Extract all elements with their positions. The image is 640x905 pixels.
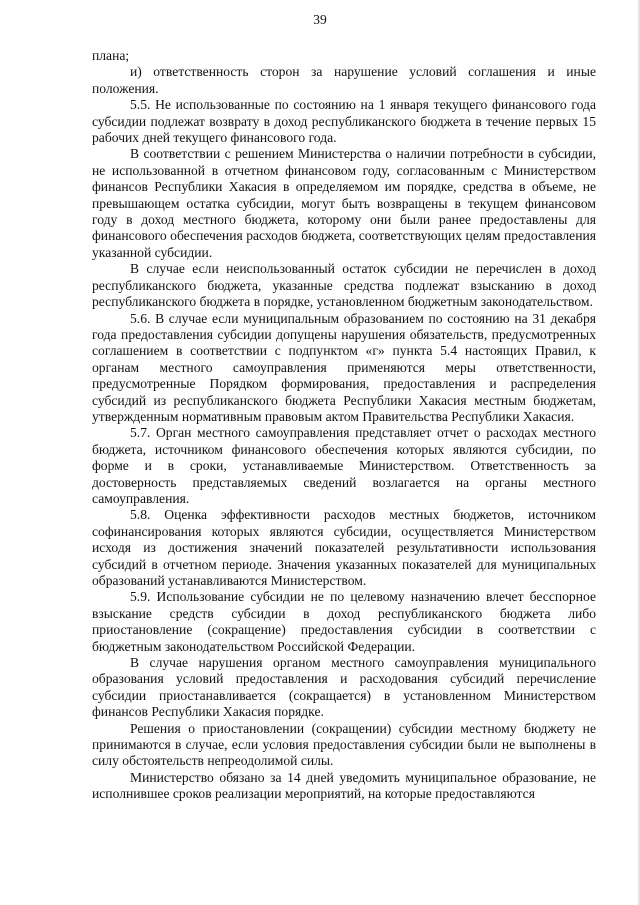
paragraph: 5.6. В случае если муниципальным образованием по состоянию на 31 декабря года предоставления субсидии допущены нарушения обязательств, предусмотренных соглашением в соответствии с подпунктом «г» пункта 5.4 настоящих Правил, к органам местного самоуправления применяются меры ответственности, предусмотренные Порядком формирования, предоставления и распределения субсидий из республиканского бюджета Республики Хакасия местным бюджетам, утвержденным нормативным правовым актом Правительства Республики Хакасия. xyxy=(92,310,596,424)
paragraph: 5.9. Использование субсидии не по целевому назначению влечет бесспорное взыскание средств субсидии в доход республиканского бюджета либо приостановление (сокращение) предоставления субсидии в соответствии с бюджетным законодательством Российской Федерации. xyxy=(92,589,596,654)
paragraph: Министерство обязано за 14 дней уведомить муниципальное образование, не исполнившее сроков реализации мероприятий, на которые предоставляются xyxy=(92,769,596,802)
paragraph: В случае если неиспользованный остаток субсидии не перечислен в доход республиканского бюджета, указанные средства подлежат взысканию в доход республиканского бюджета в порядке, установленном бюджетным законодательством. xyxy=(92,261,596,310)
paragraph: 5.7. Орган местного самоуправления представляет отчет о расходах местного бюджета, источником финансового обеспечения которых являются субсидии, по форме и в сроки, устанавливаемые Министерством. Ответственность за достоверность представляемых сведений возлагается на органы местного самоуправления. xyxy=(92,425,596,506)
paragraph: Решения о приостановлении (сокращении) субсидии местному бюджету не принимаются в случае, если условия предоставления субсидии были не выполнены в силу обстоятельств непреодолимой силы. xyxy=(92,720,596,769)
paragraph: и) ответственность сторон за нарушение условий соглашения и иные положения. xyxy=(92,64,596,96)
paragraph: В соответствии с решением Министерства о наличии потребности в субсидии, не использованной в отчетном финансовом году, согласованным с Министерством финансов Республики Хакасия в определяемом им порядке, средства в объеме, не превышающем остатка субсидии, могут быть возвращены в текущем финансовом году в доход местного бюджета, которому они были ранее предоставлены для финансового обеспечения расходов бюджета, соответствующих целям предоставления указанной субсидии. xyxy=(92,146,596,260)
paragraph: 5.8. Оценка эффективности расходов местных бюджетов, источником софинансирования которых являются субсидии, осуществляется Министерством исходя из достижения значений показателей результативности использования субсидий в отчетном периоде. Значения указанных показателей для муниципальных образований устанавливаются Министерством. xyxy=(92,507,596,588)
paragraph: 5.5. Не использованные по состоянию на 1 января текущего финансового года субсидии подлежат возврату в доход республиканского бюджета в течение первых 15 рабочих дней текущего финансового года. xyxy=(92,97,596,146)
page-number: 39 xyxy=(313,12,327,27)
paragraph: плана; xyxy=(92,48,130,63)
paragraph: В случае нарушения органом местного самоуправления муниципального образования условий предоставления и расходования субсидий перечисление субсидии приостанавливается (сокращается) в установленном Министерством финансов Республики Хакасия порядке. xyxy=(92,655,596,720)
body-text xyxy=(92,48,596,803)
